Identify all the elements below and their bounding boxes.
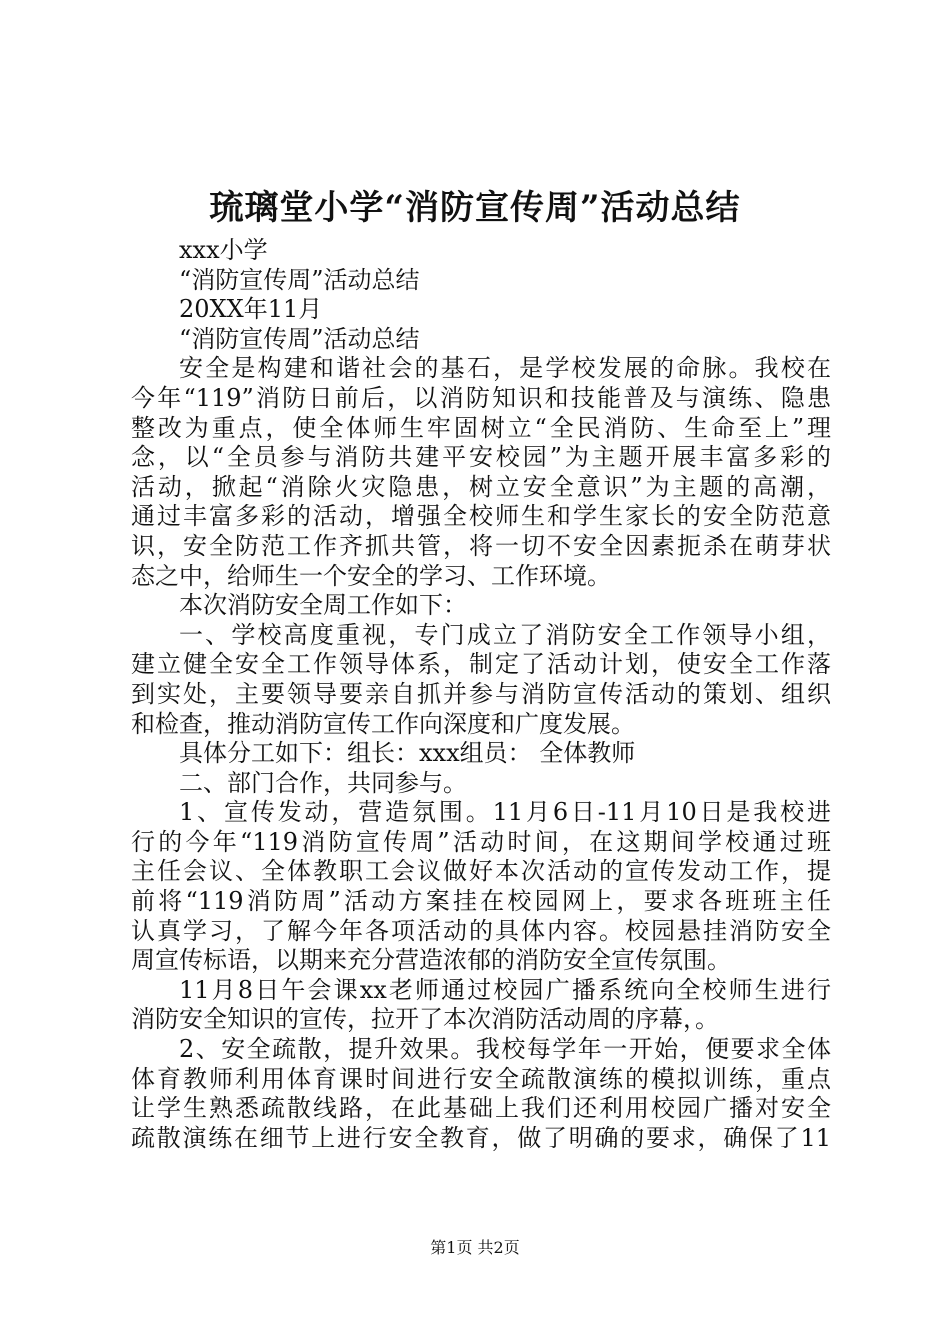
paragraph-line: 通过丰富多彩的活动，增强全校师生和学生家长的安全防范意: [131, 502, 831, 531]
date-line: 20XX年11月: [179, 295, 323, 324]
paragraph-line: 1、宣传发动，营造氛围。11月6日-11月10日是我校进: [179, 798, 831, 827]
paragraph-line: 疏散演练在细节上进行安全教育，做了明确的要求，确保了11: [131, 1123, 831, 1152]
section-heading: 二、部门合作，共同参与。: [179, 768, 467, 797]
page-footer: 第1页 共2页: [430, 1238, 520, 1257]
paragraph-line: 安全是构建和谐社会的基石，是学校发展的命脉。我校在: [179, 354, 831, 383]
paragraph-line: 11月8日午会课xx老师通过校园广播系统向全校师生进行: [179, 975, 831, 1004]
paragraph-line: 整改为重点，使全体师生牢固树立“全民消防、生命至上”理: [131, 413, 831, 442]
paragraph-line: 2、安全疏散，提升效果。我校每学年一开始，便要求全体: [179, 1035, 831, 1064]
paragraph-line: 周宣传标语，以期来充分营造浓郁的消防安全宣传氛围。: [131, 946, 731, 975]
paragraph-line: 体育教师利用体育课时间进行安全疏散演练的模拟训练，重点: [131, 1064, 831, 1093]
paragraph-line: 一、学校高度重视，专门成立了消防安全工作领导小组，: [179, 620, 831, 649]
paragraph-line: 让学生熟悉疏散线路，在此基础上我们还利用校园广播对安全: [131, 1094, 831, 1123]
paragraph-line: 识，安全防范工作齐抓共管，将一切不安全因素扼杀在萌芽状: [131, 531, 831, 560]
school-name-line: xxx小学: [179, 236, 268, 264]
paragraph-line: 前将“119消防周”活动方案挂在校园网上，要求各班班主任: [131, 887, 831, 916]
paragraph-line: 建立健全安全工作领导体系，制定了活动计划，使安全工作落: [131, 650, 831, 679]
paragraph-line: 行的今年“119消防宣传周”活动时间，在这期间学校通过班: [131, 827, 831, 856]
document-body: [131, 236, 831, 1153]
paragraph-line: 消防安全知识的宣传，拉开了本次消防活动周的序幕，。: [131, 1005, 719, 1034]
document-title: 琉璃堂小学“消防宣传周”活动总结: [209, 188, 741, 228]
paragraph-line: 具体分工如下：组长：xxx组员： 全体教师: [179, 739, 636, 768]
subtitle-line: “消防宣传周”活动总结: [179, 265, 420, 294]
paragraph-line: 主任会议、全体教职工会议做好本次活动的宣传发动工作，提: [131, 857, 831, 886]
paragraph-line: 念，以“全员参与消防共建平安校园”为主题开展丰富多彩的: [131, 443, 831, 472]
subtitle-line-2: “消防宣传周”活动总结: [179, 324, 420, 353]
paragraph-line: 活动，掀起“消除火灾隐患，树立安全意识”为主题的高潮，: [131, 472, 831, 501]
paragraph-line: 和检查，推动消防宣传工作向深度和广度发展。: [131, 709, 635, 738]
paragraph-line: 到实处，主要领导要亲自抓并参与消防宣传活动的策划、组织: [131, 679, 831, 708]
paragraph-line: 认真学习，了解今年各项活动的具体内容。校园悬挂消防安全: [131, 916, 831, 945]
paragraph-line: 本次消防安全周工作如下：: [179, 591, 467, 620]
paragraph-line: 今年“119”消防日前后，以消防知识和技能普及与演练、隐患: [131, 383, 831, 412]
paragraph-line: 态之中，给师生一个安全的学习、工作环境。: [131, 561, 611, 590]
